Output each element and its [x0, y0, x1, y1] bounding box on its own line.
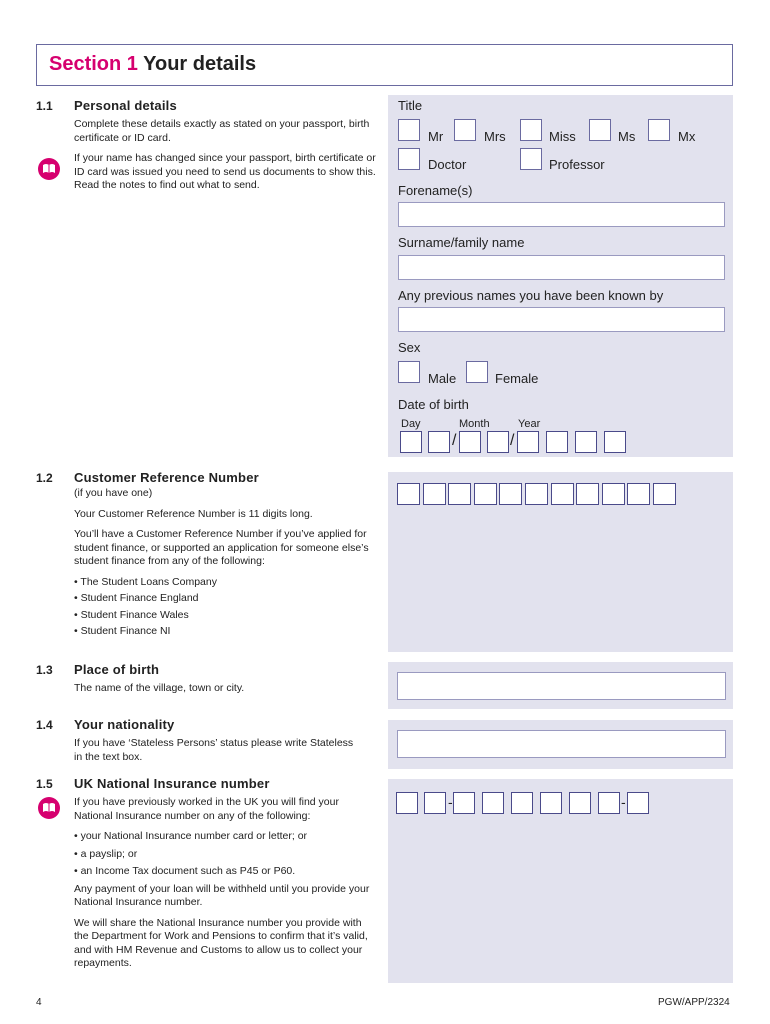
title-mr-checkbox[interactable] [398, 119, 420, 141]
crn-digit[interactable] [653, 483, 676, 505]
dob-day-digit-1[interactable] [400, 431, 422, 453]
title-professor-checkbox[interactable] [520, 148, 542, 170]
nationality-input[interactable] [397, 730, 726, 758]
q1-3-number: 1.3 [36, 663, 53, 677]
dob-month-label: Month [459, 418, 490, 430]
dob-day-label: Day [401, 418, 421, 430]
title-mx-label: Mx [678, 129, 696, 144]
dob-month-digit-1[interactable] [459, 431, 481, 453]
title-mrs-label: Mrs [484, 129, 506, 144]
q1-2-para-1: Your Customer Reference Number is 11 digits long. [74, 507, 313, 520]
sex-female-checkbox[interactable] [466, 361, 488, 383]
place-of-birth-input[interactable] [397, 672, 726, 700]
q1-4-title: Your nationality [74, 717, 175, 732]
q1-5-bullet: • a payslip; or [74, 847, 138, 860]
sex-female-label: Female [495, 371, 539, 386]
sex-label: Sex [398, 340, 421, 355]
dob-year-label: Year [518, 418, 541, 430]
title-mr-label: Mr [428, 129, 444, 144]
crn-digit[interactable] [499, 483, 522, 505]
q1-2-bullet: • The Student Loans Company [74, 575, 217, 588]
title-doctor-checkbox[interactable] [398, 148, 420, 170]
ni-dash-2: - [621, 794, 626, 810]
dob-month-digit-2[interactable] [487, 431, 509, 453]
surname-label: Surname/family name [398, 235, 525, 250]
ni-char[interactable] [511, 792, 533, 814]
q1-1-para-1: Complete these details exactly as stated on your passport, birth certificate or ID card. [74, 118, 370, 144]
q1-5-title: UK National Insurance number [74, 776, 270, 791]
section-header [36, 44, 733, 86]
previous-names-input[interactable] [398, 307, 725, 332]
page-number: 4 [36, 997, 42, 1008]
sex-male-checkbox[interactable] [398, 361, 420, 383]
q1-1-title: Personal details [74, 98, 177, 113]
title-miss-label: Miss [549, 129, 576, 144]
title-ms-checkbox[interactable] [589, 119, 611, 141]
sex-male-label: Male [428, 371, 457, 386]
ni-char[interactable] [569, 792, 591, 814]
q1-2-number: 1.2 [36, 471, 53, 485]
q1-2-bullet: • Student Finance NI [74, 625, 171, 637]
previous-names-label: Any previous names you have been known by [398, 288, 664, 303]
dob-separator-1: / [452, 432, 457, 449]
dob-year-digit-1[interactable] [517, 431, 539, 453]
dob-day-digit-2[interactable] [428, 431, 450, 453]
q1-3-text: The name of the village, town or city. [74, 682, 245, 694]
title-label: Title [398, 98, 423, 113]
crn-digit[interactable] [576, 483, 599, 505]
crn-digit[interactable] [474, 483, 497, 505]
q1-5-text [74, 796, 379, 978]
q1-1-text [74, 118, 379, 200]
q1-5-bullet: • an Income Tax document such as P45 or P60. [74, 865, 296, 877]
ni-char[interactable] [453, 792, 475, 814]
ni-char[interactable] [627, 792, 649, 814]
crn-digit[interactable] [525, 483, 548, 505]
dob-year-digit-4[interactable] [604, 431, 626, 453]
title-professor-label: Professor [549, 157, 605, 172]
q1-4-number: 1.4 [36, 718, 53, 732]
crn-digit[interactable] [551, 483, 574, 505]
crn-digit[interactable] [627, 483, 650, 505]
crn-digit[interactable] [602, 483, 625, 505]
crn-digit[interactable] [448, 483, 471, 505]
q1-4-text: If you have ‘Stateless Persons’ status please write Stateless in the text box. [74, 737, 354, 763]
title-ms-label: Ms [618, 129, 636, 144]
dob-year-digit-2[interactable] [546, 431, 568, 453]
q1-2-subtitle: (if you have one) [74, 487, 153, 499]
q1-1-para-2: If your name has changed since your passport, birth certificate or ID card was issued you need to send us documents to show this. Read the notes to find out what to send. [74, 152, 376, 191]
form-code: PGW/APP/2324 [658, 997, 730, 1008]
crn-digit[interactable] [423, 483, 446, 505]
q1-2-text [74, 487, 379, 642]
dob-year-digit-3[interactable] [575, 431, 597, 453]
q1-5-para-1: If you have previously worked in the UK you will find your National Insurance number on any of the following: [74, 796, 339, 822]
book-icon [38, 797, 60, 819]
ni-char[interactable] [540, 792, 562, 814]
q1-2-bullet: • Student Finance Wales [74, 608, 189, 621]
forename-label: Forename(s) [398, 183, 473, 198]
ni-char[interactable] [598, 792, 620, 814]
title-doctor-label: Doctor [428, 157, 467, 172]
q1-2-para-2: You’ll have a Customer Reference Number if you’ve applied for student finance, or supported an application for someone else’s student finance from any of the following: [74, 528, 369, 567]
q1-5-para-3: We will share the National Insurance number you provide with the Department for Work and Pensions to confirm that it’s valid, and with HM Revenue and Customs to allow us to collect your repayments. [74, 916, 368, 969]
ni-char[interactable] [482, 792, 504, 814]
dob-separator-2: / [510, 432, 515, 449]
section-number: Section 1 [49, 53, 138, 75]
q1-3-title: Place of birth [74, 662, 160, 677]
book-icon [38, 158, 60, 180]
crn-digit[interactable] [397, 483, 420, 505]
title-miss-checkbox[interactable] [520, 119, 542, 141]
dob-label: Date of birth [398, 397, 469, 412]
surname-input[interactable] [398, 255, 725, 280]
ni-char[interactable] [424, 792, 446, 814]
q1-5-bullet: • your National Insurance number card or letter; or [74, 830, 308, 842]
ni-dash-1: - [448, 794, 453, 810]
section-name: Your details [143, 53, 257, 75]
ni-char[interactable] [396, 792, 418, 814]
q1-1-number: 1.1 [36, 99, 53, 113]
title-mrs-checkbox[interactable] [454, 119, 476, 141]
q1-5-para-2: Any payment of your loan will be withheld until you provide your National Insurance number. [74, 882, 370, 908]
title-mx-checkbox[interactable] [648, 119, 670, 141]
forename-input[interactable] [398, 202, 725, 227]
section-title [49, 53, 256, 76]
q1-5-number: 1.5 [36, 777, 53, 791]
q1-2-bullet: • Student Finance England [74, 592, 199, 604]
q1-2-title: Customer Reference Number [74, 470, 259, 485]
